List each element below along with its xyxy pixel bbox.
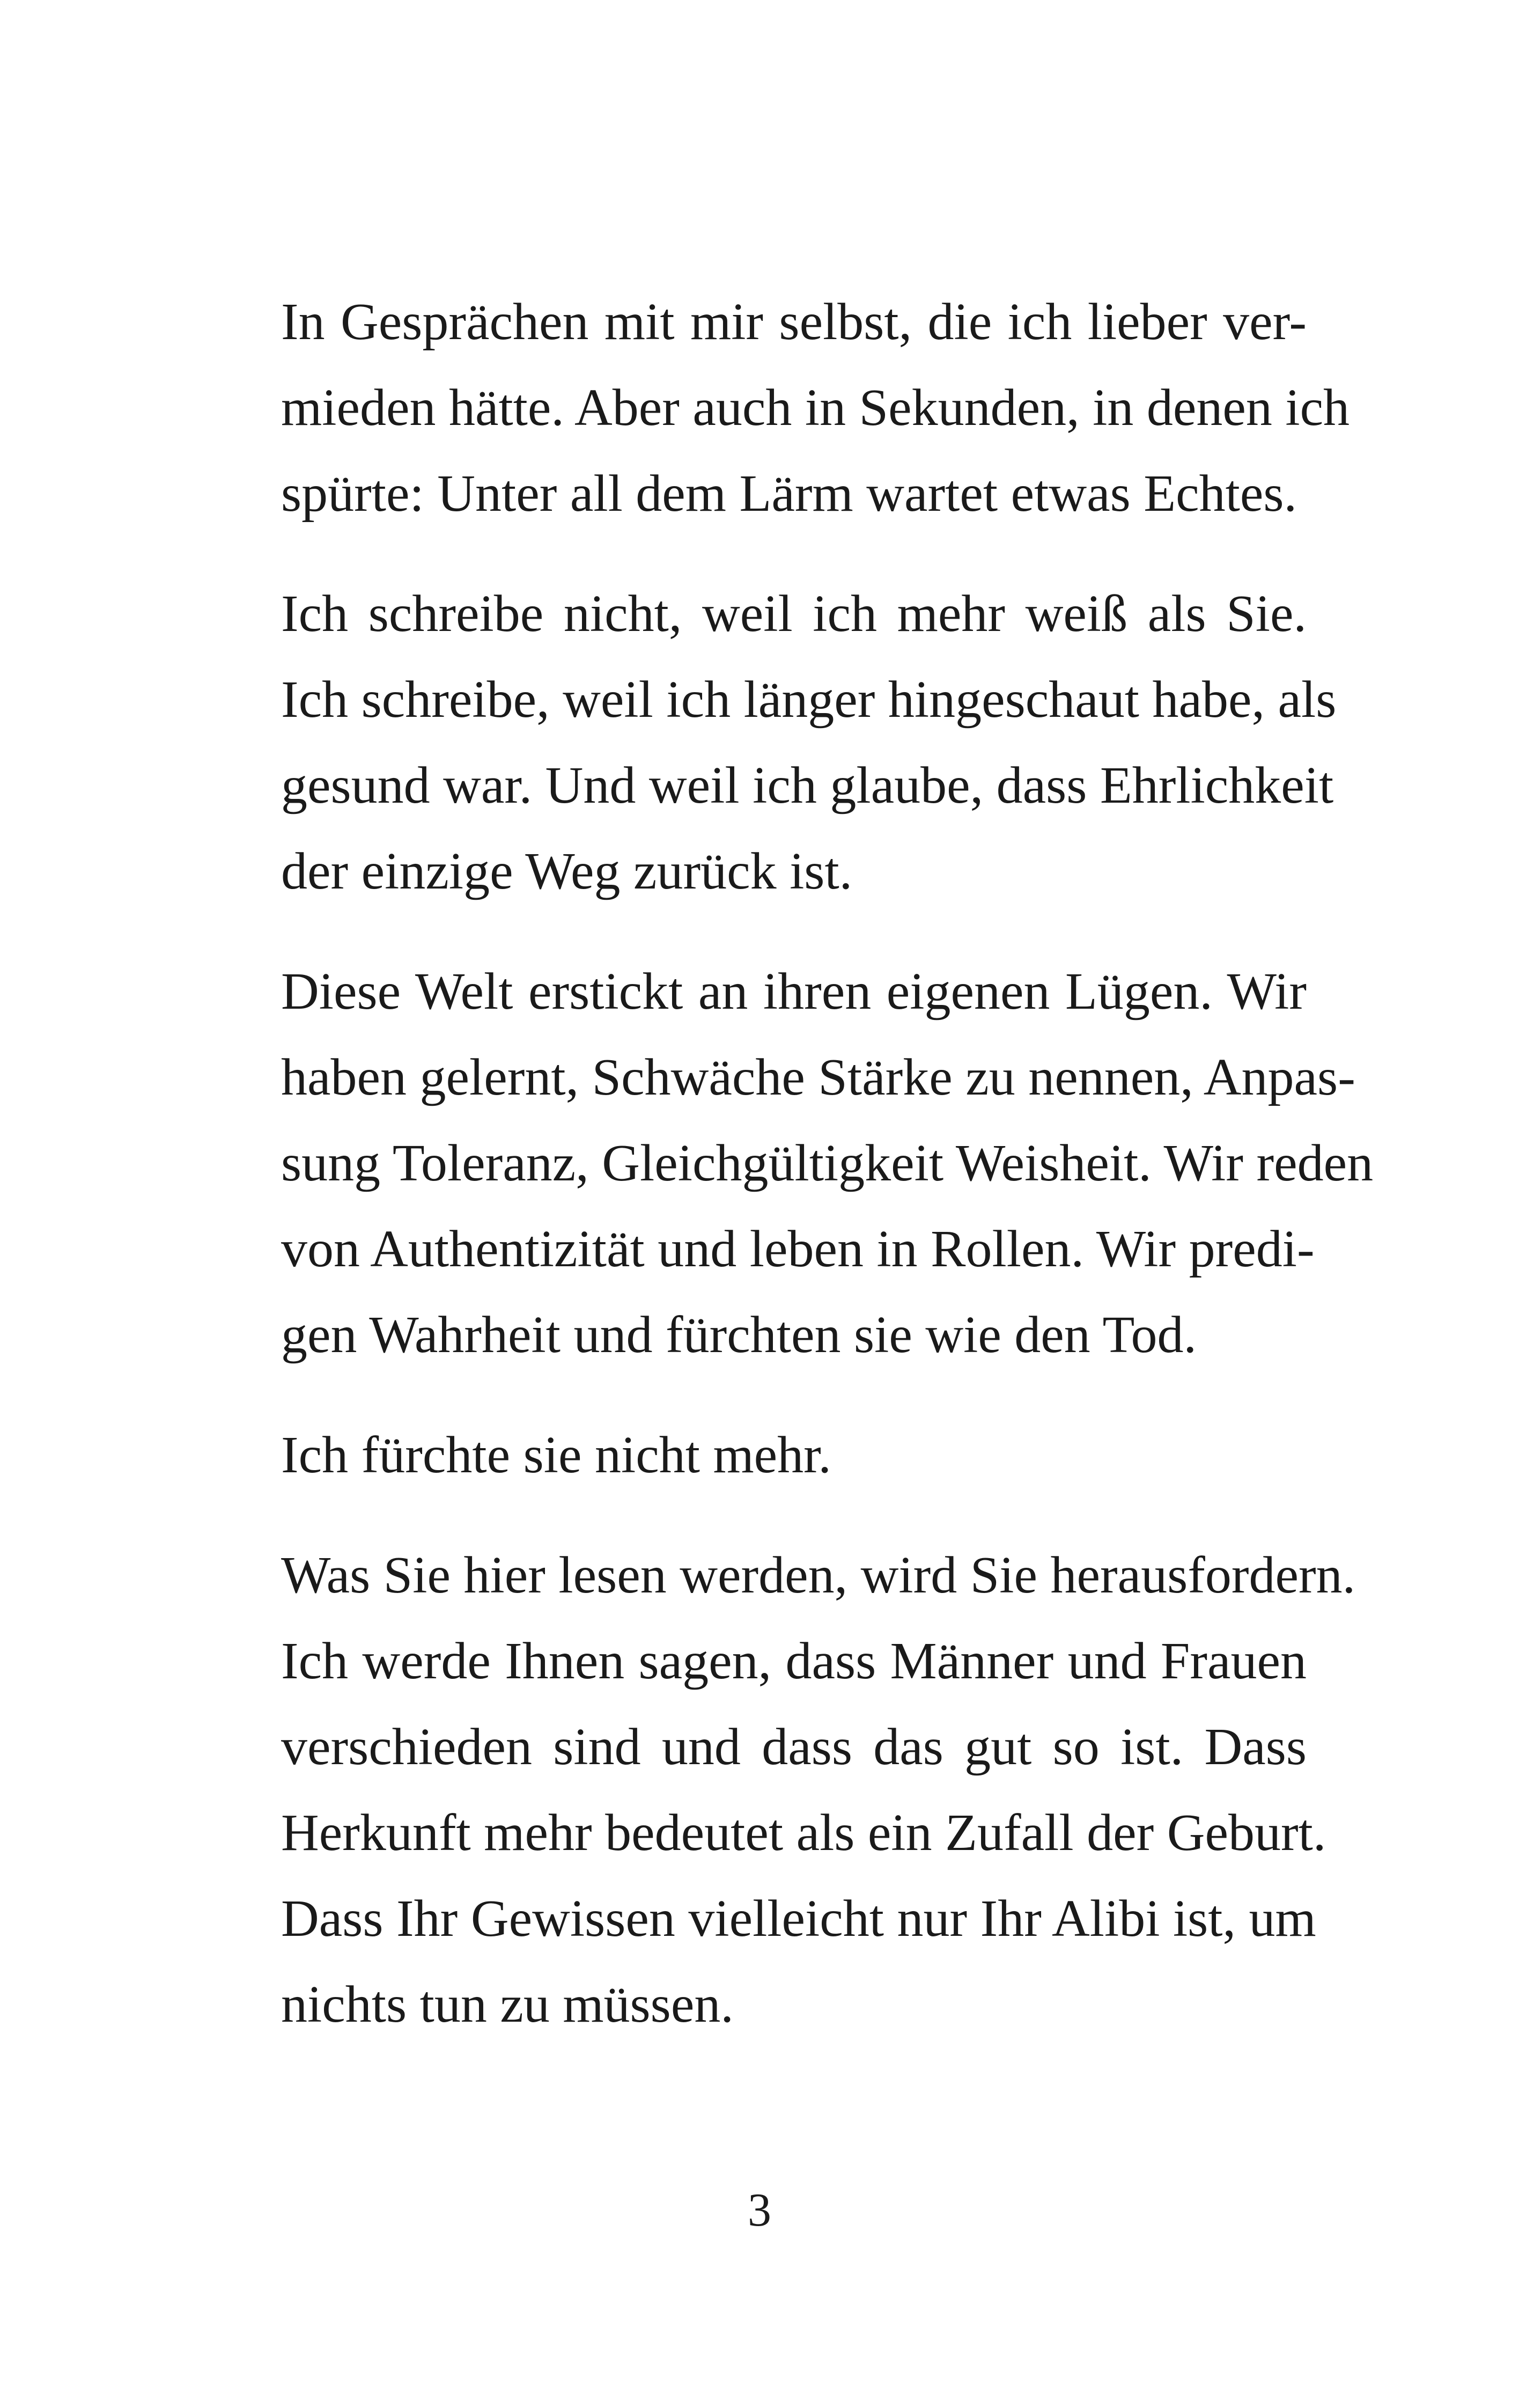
text-line: Dass Ihr Gewissen vielleicht nur Ihr Alibi ist, um (281, 1890, 1316, 1948)
text-line: verschieden sind und dass das gut so ist. Dass (281, 1718, 1307, 1776)
text-line: Ich fürchte sie nicht mehr. (281, 1426, 831, 1484)
text-line: der einzige Weg zurück ist. (281, 842, 853, 900)
paragraph-4 (281, 1412, 1307, 1498)
text-line: haben gelernt, Schwäche Stärke zu nennen, Anpas- (281, 1048, 1355, 1106)
text-line: gesund war. Und weil ich glaube, dass Ehrlichkeit (281, 757, 1334, 814)
text-line: Ich werde Ihnen sagen, dass Männer und Frauen (281, 1632, 1307, 1690)
text-line: von Authentizität und leben in Rollen. Wir predi- (281, 1220, 1315, 1278)
body-text (281, 279, 1374, 2082)
paragraph-2 (281, 571, 1337, 914)
text-line: gen Wahrheit und fürchten sie wie den Tod. (281, 1306, 1197, 1364)
text-line: sung Toleranz, Gleichgültigkeit Weisheit. Wir reden (281, 1134, 1374, 1192)
text-line: spürte: Unter all dem Lärm wartet etwas Echtes. (281, 465, 1297, 523)
text-line: Diese Welt erstickt an ihren eigenen Lügen. Wir (281, 963, 1307, 1021)
text-line: In Gesprächen mit mir selbst, die ich lieber ver- (281, 293, 1307, 351)
page-number: 3 (748, 2184, 771, 2236)
paragraph-1 (281, 279, 1350, 537)
paragraph-3 (281, 949, 1374, 1378)
text-line: Was Sie hier lesen werden, wird Sie herausfordern. (281, 1546, 1356, 1604)
paragraph-5 (281, 1532, 1356, 2047)
text-line: nichts tun zu müssen. (281, 1976, 734, 2033)
text-line: Herkunft mehr bedeutet als ein Zufall der Geburt. (281, 1804, 1326, 1862)
text-line: mieden hätte. Aber auch in Sekunden, in denen ich (281, 379, 1350, 437)
text-line: Ich schreibe nicht, weil ich mehr weiß als Sie. (281, 585, 1307, 643)
text-line: Ich schreibe, weil ich länger hingeschaut habe, als (281, 671, 1337, 729)
